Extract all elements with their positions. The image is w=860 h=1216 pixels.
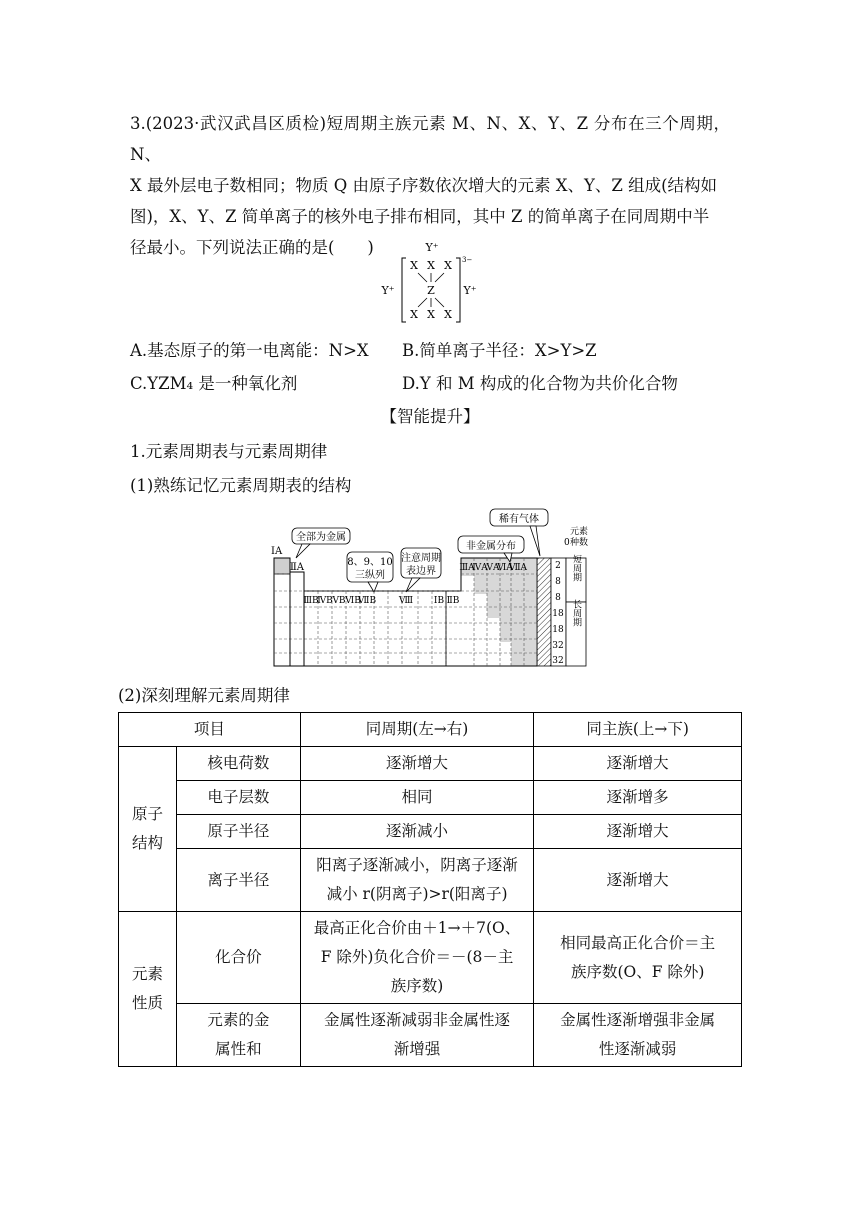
periodic-table-diagram: [268, 506, 598, 670]
header-item: 项目: [119, 713, 301, 747]
period-count: 18: [552, 625, 564, 635]
short-period-label: 短周期: [571, 554, 581, 582]
stem-line: 径最小。下列说法正确的是( ): [130, 238, 374, 257]
row-period: 逐渐增大: [300, 747, 534, 781]
table-row: [119, 781, 742, 815]
group-label: ⅦA: [508, 563, 528, 573]
group-atomic-structure: 原子结构: [119, 747, 177, 912]
period-count: 32: [552, 641, 564, 651]
ligand-x: X: [410, 259, 418, 272]
ligand-x: X: [427, 308, 435, 321]
center-z: Z: [427, 284, 435, 297]
group-label: ⅤA: [486, 563, 500, 573]
element-label: 元素: [569, 527, 589, 537]
cell-line: 元素的金: [207, 1011, 270, 1029]
zero-label: 0: [564, 538, 570, 548]
option-c[interactable]: C.YZM₄ 是一种氧化剂: [130, 374, 298, 393]
stem-line: 图)，X、Y、Z 简单离子的核外电子排布相同，其中 Z 的简单离子在同周期中半: [130, 207, 710, 226]
group-label: ⅠB: [433, 596, 445, 606]
group-label: ⅣB: [317, 596, 333, 606]
ligand-x: X: [444, 308, 452, 321]
row-item: 离子半径: [176, 849, 300, 912]
cell-line: 金属性逐渐减弱非金属性逐: [324, 1011, 511, 1029]
callout-all-metal: 全部为金属: [296, 532, 346, 543]
callout-noble-gas: 稀有气体: [499, 514, 539, 525]
cell-line: 属性和: [215, 1040, 262, 1058]
period-count: 8: [555, 577, 561, 587]
cell-line: 金属性逐渐增强非金属: [560, 1011, 716, 1029]
callout-boundary-2: 表边界: [406, 566, 436, 577]
stem-line: X 最外层电子数相同；物质 Q 由原子序数依次增大的元素 X、Y、Z 组成(结构如: [130, 176, 718, 195]
section-title: 【智能提升】: [380, 407, 480, 426]
cation-right: Y⁺: [463, 284, 477, 297]
row-period: [300, 912, 534, 1004]
row-period: [300, 849, 534, 912]
long-period-label: 长周期: [571, 599, 581, 627]
row-family: [534, 912, 742, 1004]
cell-line: 性逐渐减弱: [598, 1040, 677, 1058]
group-label: Ⅷ: [398, 596, 414, 606]
row-family: 逐渐增大: [534, 815, 742, 849]
table-row: [119, 912, 742, 1004]
callout-boundary: 注意周期: [401, 553, 441, 564]
cell-line: 相同最高正化合价＝主: [560, 933, 716, 952]
row-period: 相同: [300, 781, 534, 815]
group-label: ⅢB: [303, 596, 319, 606]
cell-line: 减小 r(阴离子)>r(阳离子): [326, 885, 508, 903]
structure-diagram: [370, 238, 490, 330]
cell-line: 最高正化合价由＋1→＋7(O、: [313, 919, 521, 937]
table-row: [119, 815, 742, 849]
row-item: 核电荷数: [176, 747, 300, 781]
group-iia-label: ⅡA: [290, 562, 305, 573]
table-header-row: [119, 713, 742, 747]
period-count: 18: [552, 609, 564, 619]
group-label: ⅥA: [497, 563, 513, 573]
header-period: 同周期(左→右): [300, 713, 534, 747]
cation-left: Y⁺: [381, 284, 395, 297]
cation-top: Y⁺: [425, 241, 439, 254]
cell-line: 渐增强: [393, 1040, 441, 1058]
cell-line: 族序数(O、F 除外): [570, 962, 705, 981]
cell-line: 族序数): [390, 977, 444, 995]
table-row: [119, 747, 742, 781]
period-count: 32: [552, 656, 564, 666]
row-item: [176, 1004, 300, 1067]
periodic-law-table: [118, 712, 742, 1067]
ligand-x: X: [410, 308, 418, 321]
row-item: 化合价: [176, 912, 300, 1004]
charge-label: 3−: [462, 256, 473, 264]
group-ia-label: ⅠA: [271, 546, 283, 557]
topic-heading: 1.元素周期表与元素周期律: [130, 442, 328, 461]
row-period: 逐渐减小: [300, 815, 534, 849]
stem-line: 3.(2023·武汉武昌区质检)短周期主族元素 M、N、X、Y、Z 分布在三个周期，N、: [130, 114, 730, 164]
group-element-properties: 元素性质: [119, 912, 177, 1067]
callout-three-columns: 三纵列: [355, 570, 385, 581]
period-count: 8: [555, 593, 561, 603]
subsection-2-heading: (2)深刻理解元素周期律: [118, 686, 290, 705]
cell-line: F 除外)负化合价＝－(8－主: [320, 948, 514, 966]
group-label: ⅦB: [357, 596, 377, 606]
group-label: ⅢA: [459, 563, 475, 573]
row-item: 电子层数: [176, 781, 300, 815]
callout-nonmetal: 非金属分布: [466, 541, 516, 552]
group-label: ⅣA: [472, 563, 488, 573]
option-d[interactable]: D.Y 和 M 构成的化合物为共价化合物: [402, 374, 678, 393]
group-label: ⅥB: [345, 596, 361, 606]
row-family: 逐渐增大: [534, 747, 742, 781]
row-period: [300, 1004, 534, 1067]
row-family: [534, 1004, 742, 1067]
group-label: ⅤB: [332, 596, 346, 606]
period-count: 2: [555, 561, 561, 571]
row-family: 逐渐增多: [534, 781, 742, 815]
cell-line: 阳离子逐渐减小，阴离子逐渐: [316, 856, 518, 874]
table-row: [119, 849, 742, 912]
ligand-x: X: [427, 259, 435, 272]
header-family: 同主族(上→下): [534, 713, 742, 747]
callout-groups-8-9-10: 8、9、10: [347, 557, 393, 568]
row-item: 原子半径: [176, 815, 300, 849]
row-family: 逐渐增大: [534, 849, 742, 912]
subsection-1-heading: (1)熟练记忆元素周期表的结构: [130, 476, 352, 495]
species-count-label: 种数: [570, 538, 589, 548]
group-label: ⅡB: [446, 596, 460, 606]
table-row: [119, 1004, 742, 1067]
ligand-x: X: [444, 259, 452, 272]
option-b[interactable]: B.简单离子半径：X>Y>Z: [402, 341, 597, 360]
option-a[interactable]: A.基态原子的第一电离能：N>X: [130, 341, 369, 360]
